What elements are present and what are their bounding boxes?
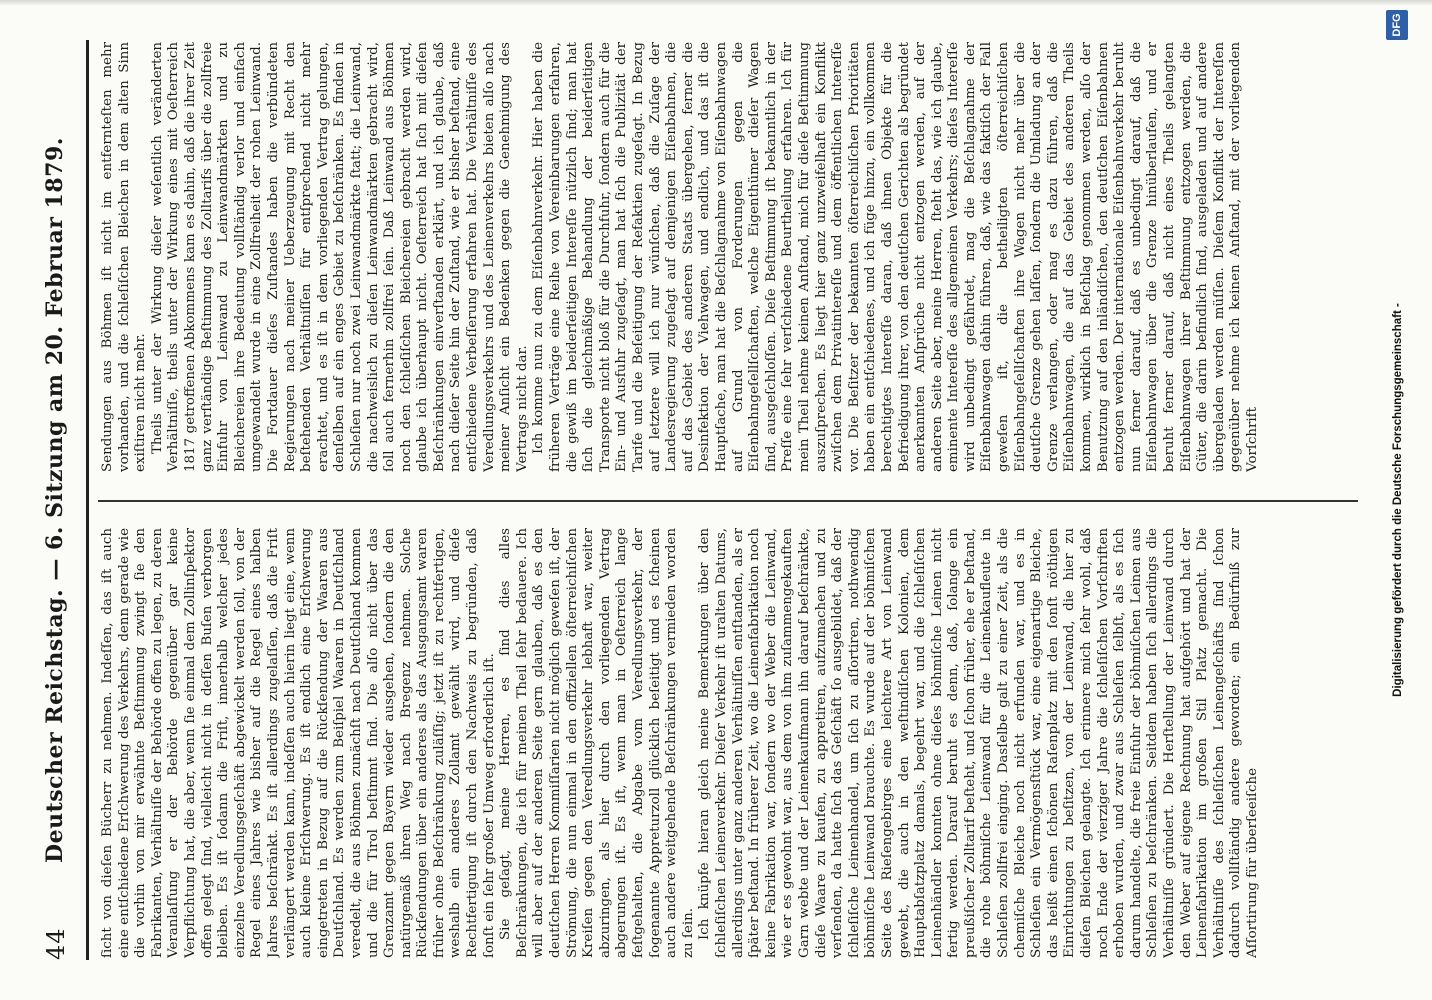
dfg-logo: DFG — [1386, 10, 1408, 40]
column-divider — [98, 500, 1358, 502]
header-rule — [86, 40, 89, 960]
paragraph: Ich komme nun zu dem Eiſenbahnverkehr. Hier haben die früheren Verträge eine Reihe von Vereinbarungen erfahren, die gewiß im beiderſeitigen Intereſſe nützlich ſind; man hat ſich die gleichmäßige Behandlung der beiderſeitigen Transporte nicht bloß für die Durchfuhr, ſondern auch für die Ein- und Ausfuhr zugeſagt, man hat ſich die Publizität der Tarife und die Beſeitigung der Refaktien zugeſagt. In Bezug auf letztere will ich nur wünſchen, daß die Zuſage der Landesregierung zugeſagt auf demjenigen Eiſenbahnen, die auf das Gebiet des anderen Staats übergehen, ferner die Desinfektion der Viehwagen, und endlich, und das iſt die Hauptſache, man hat die Beſchlagnahme von Eiſenbahnwagen auf Grund von Forderungen gegen die Eiſenbahngeſellſchaften, welche Eigenthümer dieſer Wagen ſind, ausgeſchloſſen. Dieſe Beſtimmung iſt bekanntlich in der Preſſe eine ſehr verſchiedene Beurtheilung erfahren. Ich für mein Theil nehme keinen Anſtand, mich für dieſe Beſtimmung auszuſprechen. Es liegt hier ganz unzweifelhaft ein Konflikt zwiſchen dem Privatintereſſe und dem öffentlichen Intereſſe vor. Die Beſitzer der bekannten öſterreichiſchen Prioritäten haben ein entſchiedenes, und ich füge hinzu, ein vollkommen berechtigtes Intereſſe daran, daß ihnen Objekte für die Befriedigung ihrer, von den deutſchen Gerichten als begründet anerkannten Anſprüche nicht entzogen werden, auf der anderen Seite aber, meine Herren, ſteht das, wie ich glaube, eminente Intereſſe des allgemeinen Verkehrs; dieſes Intereſſe wird unbedingt gefährdet, mag die Beſchlagnahme der Eiſenbahnwagen dahin führen, daß, wie das faktiſch der Fall geweſen iſt, die betheiligten öſterreichiſchen Eiſenbahngeſellſchaften ihre Wagen nicht mehr über die deutſche Grenze gehen laſſen, ſondern die Umladung an der Grenze verlangen, oder mag es dazu führen, daß die Eiſenbahnwagen, die auf das Gebiet des anderen Theils kommen, wirklich in Beſchlag genommen werden, alſo der Benutzung auf den inländiſchen, den deutſchen Eiſenbahnen entzogen werden. Der internationale Eiſenbahnverkehr beruht nun ferner darauf, daß es unbedingt darauf, daß die Eiſenbahnwagen über die Grenze hinüberlaufen, und er beruht ferner darauf, daß nicht eines Theils gelangten Eiſenbahnwagen ihrer Beſtimmung entzogen werden, die Güter, die darin befindlich ſind, ausgeladen und auf andere übergeladen werden müſſen. Dieſem Konflikt der Intereſſen gegenüber nehme ich keinen Anſtand, mit der vorliegenden Vorſchrift — [531, 42, 1260, 472]
digitization-credit: Digitalisierung gefördert durch die Deutsche Forschungsgemeinschaft - — [1392, 303, 1404, 697]
paragraph: Ich knüpfe hieran gleich meine Bemerkungen über den ſchleſiſchen Leinenverkehr. Dieſer Verkehr iſt uralten Datums, allerdings unter ganz anderen Verhältniſſen entſtanden, als er ſpäter beſtand. In früherer Zeit, wo die Leinenfabrikation noch keine Fabrikation war, ſondern wo der Weber die Leinwand, wie er es gewohnt war, aus dem von ihm zuſammengekauften Garn webte und der Leinenkaufmann ihn darauf beſchränkte, dieſe Waare zu kaufen, zu appretiren, aufzumachen und zu verſenden, da hatte ſich das Geſchäft ſo ausgebildet, daß der ſchleſiſche Leinenhandel, um ſich zu aſſortiren, nothwendig böhmiſche Leinwand brauchte. Es wurde auf der böhmiſchen Seite des Rieſengebirges eine leichtere Art von Leinwand gewebt, die auch in den weſtindiſchen Kolonien, dem Hauptabſatzplatz damals, begehrt war, und die ſchleſiſchen Leinenhändler konnten ohne dieſes böhmiſche Leinen nicht fertig werden. Darauf beruht es denn, daß, ſolange ein preußiſcher Zolltarif beſteht, und ſchon früher, ehe er beſtand, die rohe böhmiſche Leinwand für die Leinenkaufleute in Schleſien zollfrei einging. Dasſelbe galt zu einer Zeit, als die chemiſche Bleiche noch nicht erfunden war, und es in Schleſien ein Vermögensſtück war, eine eigenartige Bleiche, das heißt einen ſchönen Raſenplatz mit den ſonſt nöthigen Einrichtungen zu beſitzen, von der Leinwand, die hier zu dieſen Bleichen gelangte. Ich erinnere mich ſehr wohl, daß noch Ende der vierziger Jahre die ſchleſiſchen Vorſchriften erhoben wurden, und zwar aus Schleſien ſelbſt, als es ſich darum handelte, die freie Einfuhr der böhmiſchen Leinen aus Schleſien zu beſchränken. Seitdem haben ſich allerdings die Verhältniſſe gründert. Die Herſtellung der Leinwand durch den Weber auf eigene Rechnung hat aufgehört und hat der Leinenfabrikation im großen Stil Platz gemacht. Die Verhältniſſe des ſchleſiſchen Leinengeſchäfts ſind ſchon dadurch vollſtändig andere geworden; ein Bedürfniß zur Aſſortirung für überſeeiſche — [697, 528, 1260, 958]
text-column-right — [100, 42, 1350, 472]
paragraph: Sendungen aus Böhmen iſt nicht im entfernteſten mehr vorhanden, und die ſchleſiſchen Bleichen in dem alten Sinn exiſtiren nicht mehr. — [100, 42, 149, 472]
paragraph: Theils unter der Wirkung dieſer weſentlich veränderten Verhältniſſe, theils unter der Wirkung eines mit Oeſterreich 1817 getroffenen Abkommens kam es dahin, daß die ihrer Zeit ganz verſtändige Beſtimmung des Zolltarifs über die zollfreie Einfuhr von Leinwand zu Leinwandmärkten und zu Bleichereien ihre Bedeutung vollſtändig verlor und einfach umgewandelt wurde in eine Zollfreiheit der rohen Leinwand. Die Fortdauer dieſes Zuſtandes haben die verbündeten Regierungen nach meiner Ueberzeugung mit Recht den beſtehenden Verhältniſſen für entſprechend nicht mehr erachtet, und es iſt in dem vorliegenden Vertrag gelungen, denſelben auf ein enges Gebiet zu beſchränken. Es finden in Schleſien nur noch zwei Leinwandmärkte ſtatt; die Leinwand, die nachweislich zu dieſen Leinwandmärkten gebracht wird, ſoll auch fernerhin zollfrei ſein. Daß Leinwand aus Böhmen noch den ſchleſiſchen Bleichereien gebracht werden wird, glaube ich überhaupt nicht. Oeſterreich hat ſich mit dieſen Beſchränkungen einverſtanden erklärt, und ich glaube, daß nach dieſer Seite hin der Zuſtand, wie er bisher beſtand, eine entſchiedene Verbeſſerung erfahren hat. Die Verhältniſſe des Veredlungsverkehrs und des Leinenverkehrs bieten alſo nach meiner Anſicht ein Bedenken gegen die Genehmigung des Vertrags nicht dar. — [149, 42, 530, 472]
page-number: 44 — [42, 927, 70, 960]
paragraph: Sie geſagt, meine Herren, es ſind dies alles Beſchränkungen, die ich für meinen Theil ſehr bedauere. Ich will aber auf der anderen Seite gern glauben, daß es den deutſchen Herren Kommiſſarien nicht möglich geweſen iſt, der Strömung, die nun einmal in den offiziellen öſterreichiſchen Kreiſen gegen den Veredlungsverkehr lebhaft war, weiter abzuringen, als hier durch den vorliegenden Vertrag abgerungen iſt. Es iſt, wenn man in Oeſterreich lange feſtgehalten, die Abgabe vom Veredlungsverkehr, der ſogenannte Appreturzoll glücklich beſeitigt und es ſcheinen auch andere weitgehende Beſchränkungen vermieden worden zu ſein. — [498, 528, 696, 958]
running-title: Deutscher Reichstag. — 6. Sitzung am 20. Februar 1879. — [42, 137, 68, 863]
paragraph: ſicht von dieſen Bücherr zu nehmen. Indeſſen, das iſt auch eine entſchiedene Erſchwerung des Verkehrs, denn gerade wie die vorhin von mir erwähnte Beſtimmung zwingt ſie den Fabrikanten, Verhältniſſe der Behörde offen zu legen, zu deren Veranlaſſung er der Behörde gegenüber gar keine Verpflichtung hat, die aber, wenn ſie einmal dem Zollinſpektor offen gelegt ſind, vielleicht nicht in deſſen Buſen verborgen bleiben. Es iſt ſodann die Friſt, innerhalb welcher jedes einzelne Veredlungsgeſchäft abgewickelt werden ſoll, von der Regel eines Jahres wie bisher auf die Regel eines halben Jahres beſchränkt. Es iſt allerdings zugelaſſen, daß die Friſt verlängert werden kann, indeſſen auch hierin liegt eine, wenn auch kleine Erſchwerung. Es iſt endlich eine Erſchwerung eingetreten in Bezug auf die Rückſendung der Waaren aus Deutſchland. Es werden zum Beiſpiel Waaren in Deutſchland veredelt, die aus Böhmen zunächſt nach Deutſchland kommen und die für Tirol beſtimmt ſind. Die alſo nicht über das Grenzamt gegen Bayern wieder ausgehen, ſondern die den natürgemäß ihren Weg nach Bregenz nehmen. Solche Rückſendungen über ein anderes als das Ausgangsamt waren früher ohne Beſchränkung zuläſſig; jetzt iſt zu rechtfertigen, weshalb ein anderes Zollamt gewählt wird, und dieſe Rechtfertigung iſt durch den Nachweis zu begründen, daß ſonſt ein ſehr großer Umweg erforderlich iſt. — [100, 528, 497, 958]
page-header — [38, 40, 78, 960]
text-column-left — [100, 528, 1350, 958]
